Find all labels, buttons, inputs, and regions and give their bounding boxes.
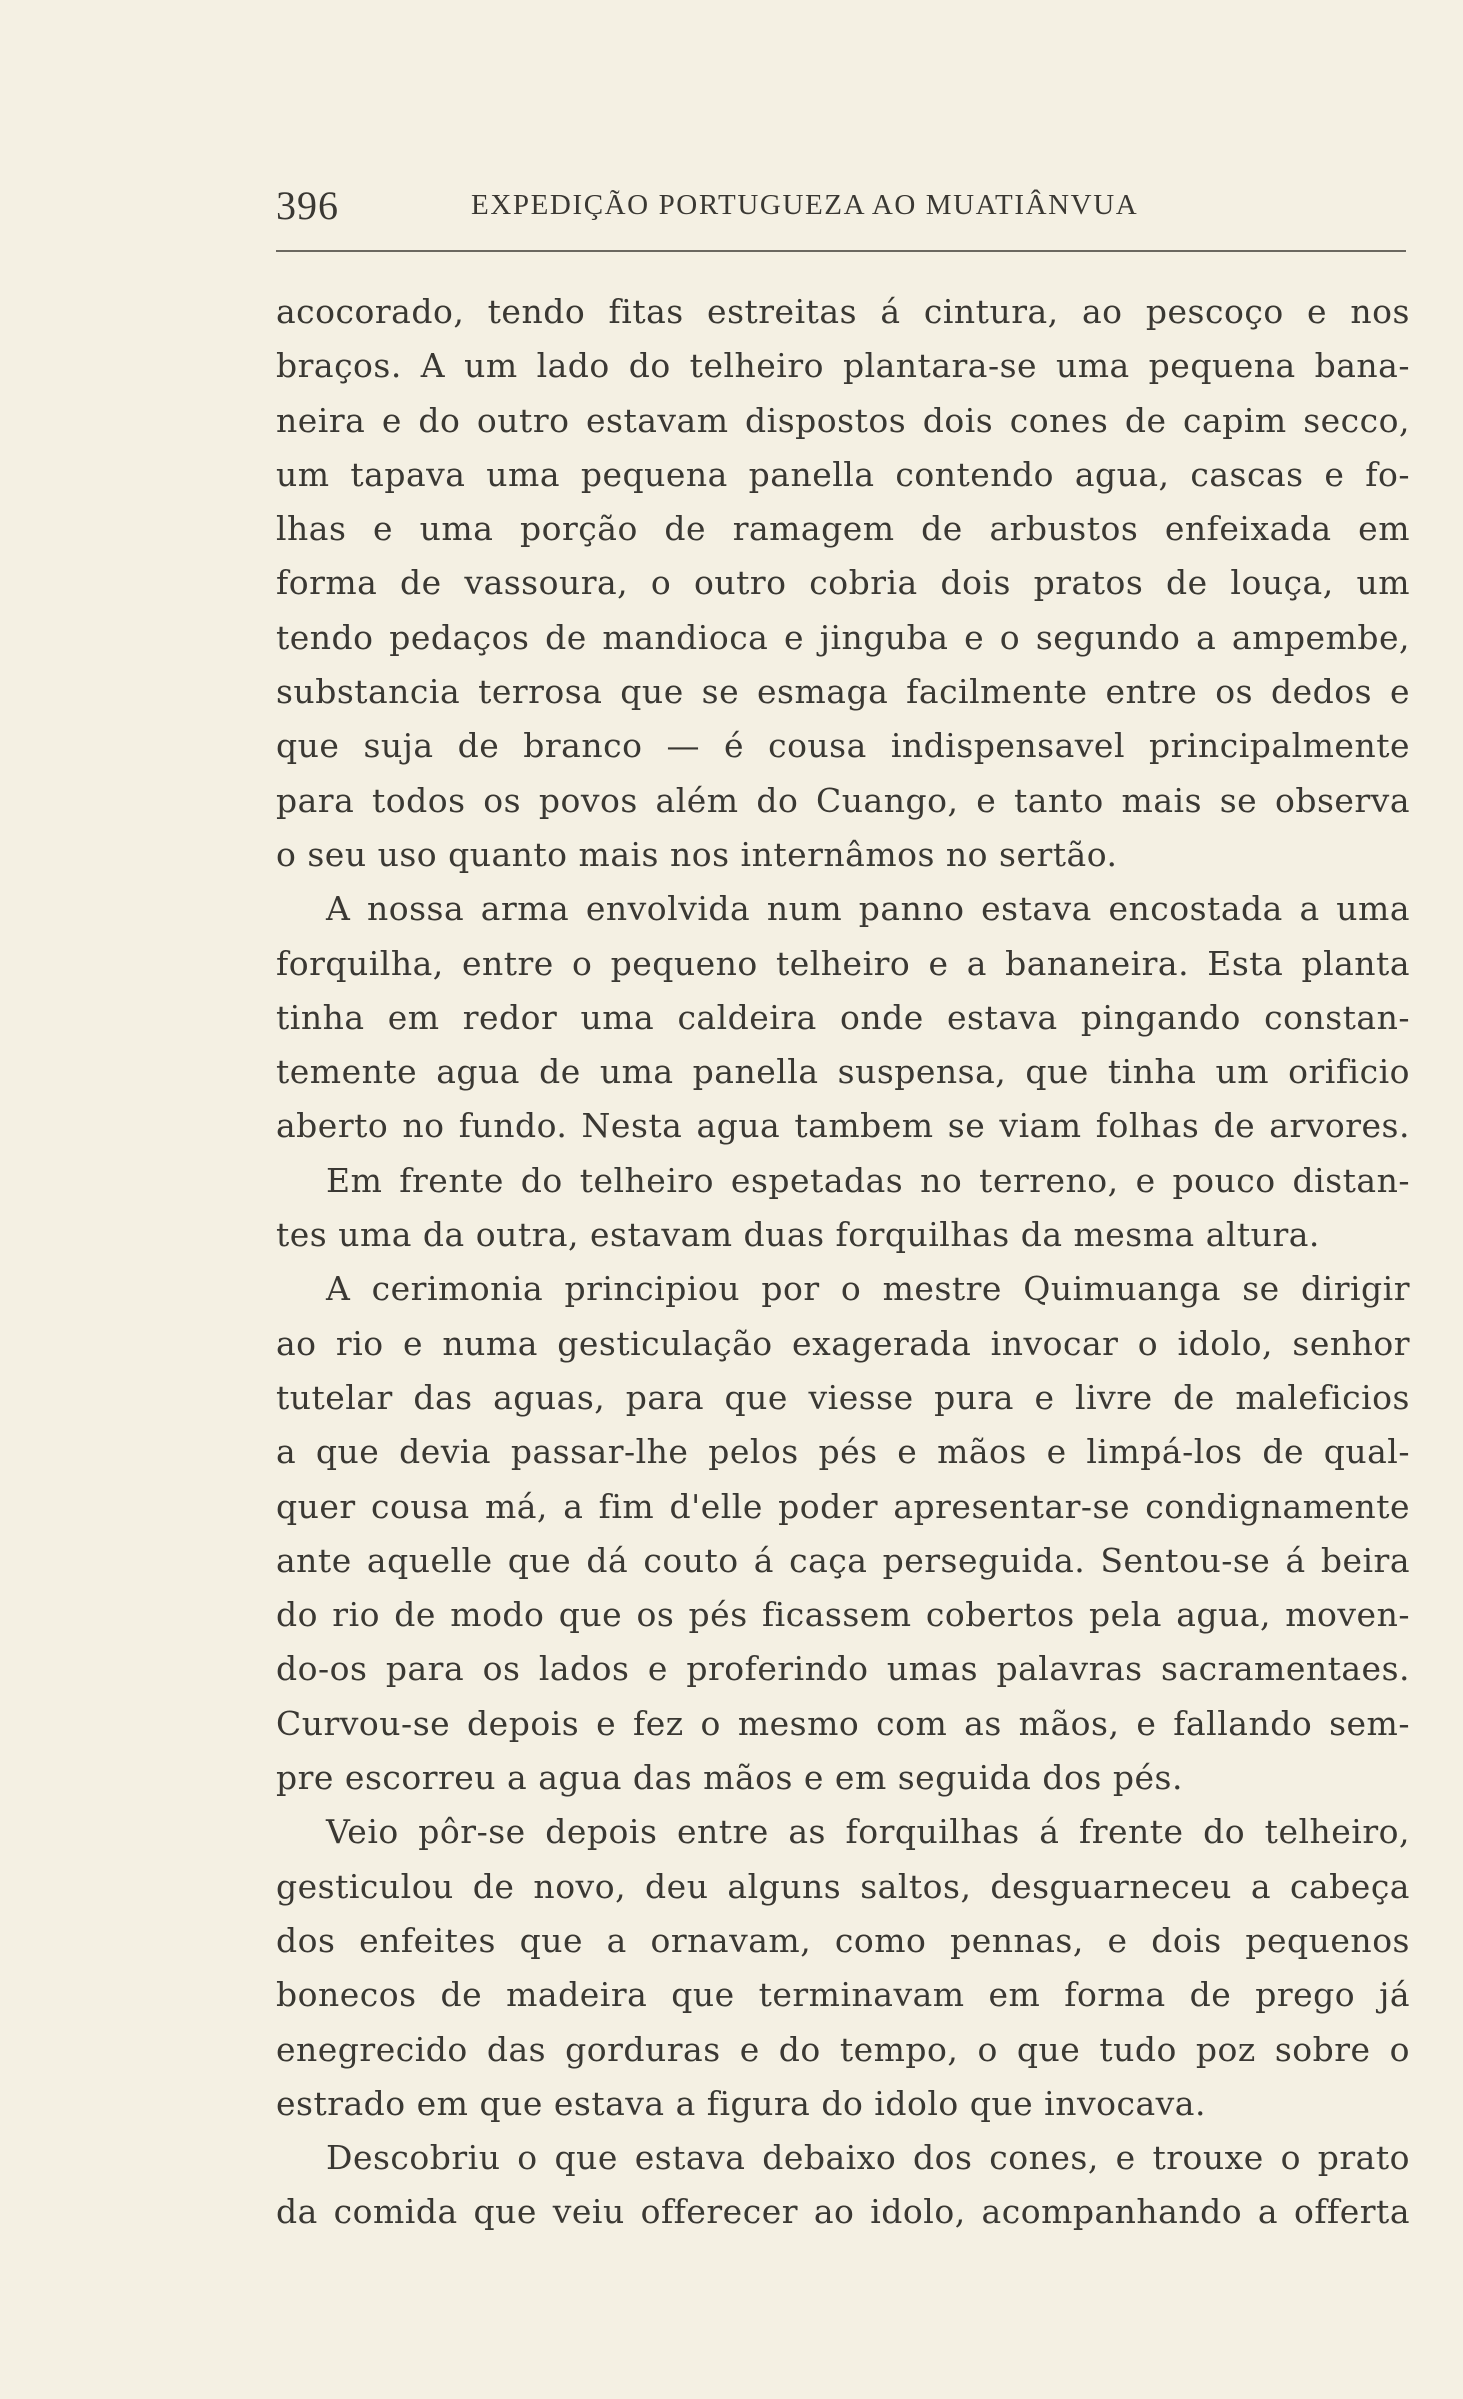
text-line: Descobriu o que estava debaixo dos cones, e trouxe o prato [326,2138,1410,2178]
page-number: 396 [276,183,339,228]
text-line: acocorado, tendo fitas estreitas á cintura, ao pescoço e nos [276,292,1410,331]
text-line: do rio de modo que os pés ficassem cobertos pela agua, moven- [276,1595,1410,1635]
header-rule [276,250,1406,252]
text-line: Curvou-se depois e fez o mesmo com as mãos, e fallando sem- [276,1703,1410,1743]
body-text [276,285,1410,2240]
text-line: tinha em redor uma caldeira onde estava pingando constan- [276,997,1410,1037]
text-line: forquilha, entre o pequeno telheiro e a bananeira. Esta planta [276,943,1410,983]
text-line: A nossa arma envolvida num panno estava encostada a uma [326,889,1410,929]
text-line: bonecos de madeira que terminavam em forma de prego já [276,1975,1410,2015]
text-line: neira e do outro estavam dispostos dois cones de capim secco, [276,400,1410,440]
text-line: tutelar das aguas, para que viesse pura e livre de maleficios [276,1377,1410,1417]
text-line: o seu uso quanto mais nos internâmos no sertão. [276,834,1118,874]
text-line: estrado em que estava a figura do idolo que invocava. [276,2083,1206,2123]
text-line: substancia terrosa que se esmaga facilmente entre os dedos e [276,672,1410,712]
text-line: Veio pôr-se depois entre as forquilhas á frente do telheiro, [326,1812,1410,1852]
text-line: lhas e uma porção de ramagem de arbustos enfeixada em [276,509,1410,549]
page-header [276,182,1408,232]
text-line: forma de vassoura, o outro cobria dois pratos de louça, um [276,563,1410,603]
text-line: do-os para os lados e proferindo umas palavras sacramentaes. [276,1649,1410,1689]
text-line: dos enfeites que a ornavam, como pennas, e dois pequenos [276,1920,1410,1960]
text-line: enegrecido das gorduras e do tempo, o que tudo poz sobre o [276,2029,1410,2069]
text-line: ante aquelle que dá couto á caça perseguida. Sentou-se á beira [276,1540,1410,1580]
text-line: aberto no fundo. Nesta agua tambem se viam folhas de arvores. [276,1106,1410,1146]
text-line: tendo pedaços de mandioca e jinguba e o segundo a ampembe, [276,617,1410,657]
text-line: que suja de branco — é cousa indispensavel principalmente [276,726,1410,766]
text-line: tes uma da outra, estavam duas forquilhas da mesma altura. [276,1215,1320,1255]
text-line: para todos os povos além do Cuango, e tanto mais se observa [276,780,1410,820]
text-line: temente agua de uma panella suspensa, que tinha um orificio [276,1052,1410,1092]
text-line: pre escorreu a agua das mãos e em seguida dos pés. [276,1758,1183,1798]
text-line: quer cousa má, a fim d'elle poder apresentar-se condignamente [276,1486,1410,1526]
text-line: um tapava uma pequena panella contendo agua, cascas e fo- [276,454,1410,494]
text-line: a que devia passar-lhe pelos pés e mãos e limpá-los de qual- [276,1432,1410,1472]
text-line: da comida que veiu offerecer ao idolo, acompanhando a offerta [276,2192,1410,2232]
text-line: ao rio e numa gesticulação exagerada invocar o idolo, senhor [276,1323,1410,1363]
text-line: Em frente do telheiro espetadas no terreno, e pouco distan- [326,1160,1410,1200]
text-line: A cerimonia principiou por o mestre Quimuanga se dirigir [326,1269,1410,1309]
running-title: EXPEDIÇÃO PORTUGUEZA AO MUATIÂNVUA [471,189,1139,221]
text-line: braços. A um lado do telheiro plantara-se uma pequena bana- [276,346,1410,386]
text-line: gesticulou de novo, deu alguns saltos, desguarneceu a cabeça [276,1866,1410,1906]
